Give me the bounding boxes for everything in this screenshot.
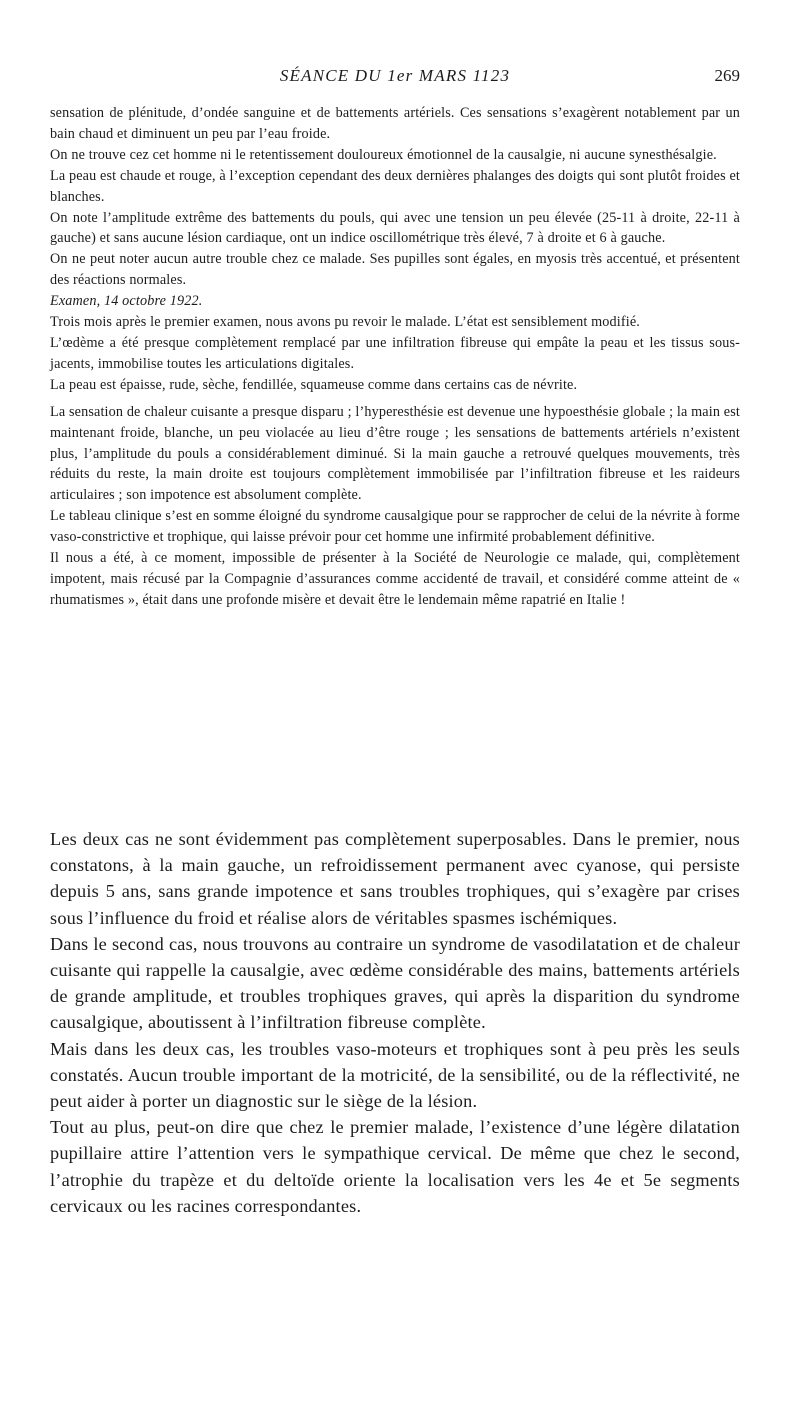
paragraph: Il nous a été, à ce moment, impossible de présenter à la Société de Neurologie ce malade, qui, complètement impotent, mais récusé par la Compagnie d’assurances comme accidenté de travail, et considéré comme atteint de « rhumatismes », était dans une profonde misère et devait être le lendemain même rapatrié en Italie ! [50,550,740,608]
paragraph: La sensation de chaleur cuisante a presque disparu ; l’hyperesthésie est devenue une hypoesthésie globale ; la main est maintenant froide, blanche, un peu violacée au lieu d’être rouge ; les sensations de battements artériels n’existent plus, l’amplitude du pouls a considérablement diminué. Si la main gauche a retrouvé quelques mouvements, très réduits du reste, la main droite est toujours complètement immobilisée par l’infiltration fibreuse et les raideurs articulaires ; son impotence est absolument complète. [50,403,740,504]
paragraph: Mais dans les deux cas, les troubles vaso-moteurs et trophiques sont à peu près les seuls constatés. Aucun trouble important de la motricité, de la sensibilité, ou de la réflectivité, ne peut aider à porter un diagnostic sur le siège de la lésion. [50,1038,740,1112]
paragraph: On ne peut noter aucun autre trouble chez ce malade. Ses pupilles sont égales, en myosis très accentué, et présentent des réactions normales. [50,251,740,289]
running-title: SÉANCE DU 1er MARS 1123 [279,66,511,85]
paragraph: La peau est chaude et rouge, à l’exception cependant des deux dernières phalanges des doigts qui sont plutôt froides et blanches. [50,167,740,205]
clinical-observation [50,103,740,611]
page-header [50,66,740,90]
paragraph: L’œdème a été presque complètement remplacé par une infiltration fibreuse qui empâte la peau et les tissus sous-jacents, immobilise toutes les articulations digitales. [50,334,740,372]
exam-date: Examen, 14 octobre 1922. [50,293,203,310]
paragraph: On ne trouve cez cet homme ni le retentissement douloureux émotionnel de la causalgie, ni aucune synesthésalgie. [50,146,717,163]
paragraph: On note l’amplitude extrême des battements du pouls, qui avec une tension un peu élevée (25-11 à droite, 22-11 à gauche) et sans aucune lésion cardiaque, ont un indice oscillométrique très élevé, 7 à droite et 6 à gauche. [50,209,740,247]
discussion [50,826,740,1219]
paragraph: Dans le second cas, nous trouvons au contraire un syndrome de vasodilatation et de chaleur cuisante qui rappelle la causalgie, avec œdème considérable des mains, battements artériels de grande amplitude, et troubles trophiques graves, qui après la disparition du syndrome causalgique, aboutissent à l’infiltration fibreuse complète. [50,933,740,1033]
paragraph: Les deux cas ne sont évidemment pas complètement superposables. Dans le premier, nous constatons, à la main gauche, un refroidissement permanent avec cyanose, qui persiste depuis 5 ans, sans grande impotence et sans troubles trophiques, qui s’exagère par crises sous l’influence du froid et réalise alors de véritables spasmes ischémiques. [50,829,740,928]
page-number: 269 [714,66,740,85]
paragraph: Le tableau clinique s’est en somme éloigné du syndrome causalgique pour se rapprocher de celui de la névrite à forme vaso-constrictive et trophique, qui laisse prévoir pour cet homme une infirmité probablement définitive. [50,508,740,546]
paragraph: Tout au plus, peut-on dire que chez le premier malade, l’existence d’une légère dilatation pupillaire attire l’attention vers le sympathique cervical. De même que chez le second, l’atrophie du trapèze et du deltoïde oriente la localisation vers les 4e et 5e segments cervicaux ou les racines correspondantes. [50,1117,740,1216]
paragraph: Trois mois après le premier examen, nous avons pu revoir le malade. L’état est sensiblement modifié. [50,314,640,331]
paragraph: sensation de plénitude, d’ondée sanguine et de battements artériels. Ces sensations s’exagèrent notablement par un bain chaud et diminuent un peu par l’eau froide. [50,105,740,142]
paragraph: La peau est épaisse, rude, sèche, fendillée, squameuse comme dans certains cas de névrite. [50,376,578,393]
